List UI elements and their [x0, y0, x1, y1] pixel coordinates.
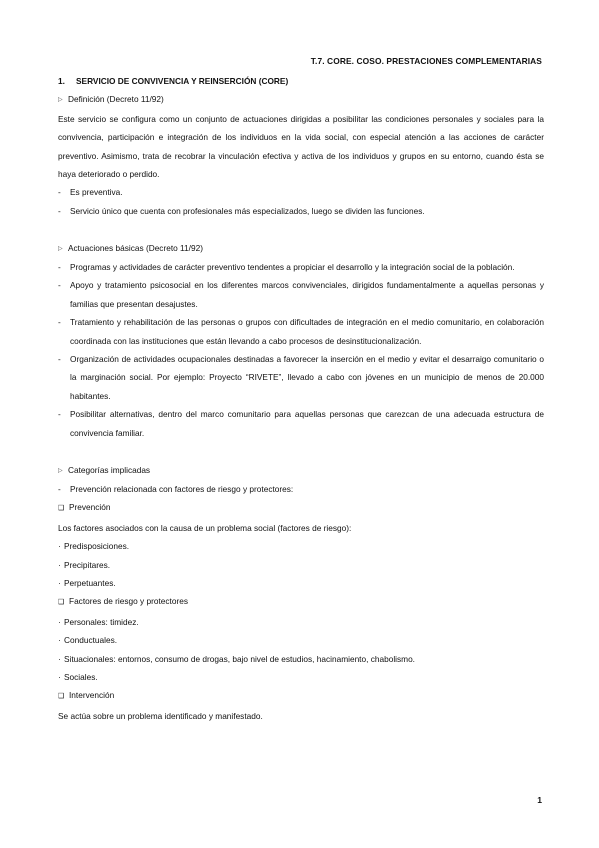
list-item-text: Organización de actividades ocupacionales destinadas a favorecer la inserción en el medio y evitar el desarraigo comunitario o la marginación social. Por ejemplo: Proyecto “RIVETE”, llevado a cabo con jóvenes en un municipio de menos de 20.000 habitantes. [70, 354, 544, 401]
list-item-text: Perpetuantes. [64, 577, 116, 588]
categorias-heading-text: Categorías implicadas [68, 464, 151, 475]
checkbox-bullet-icon: ❑ [58, 693, 65, 701]
list-item-text: Conductuales. [64, 635, 118, 646]
list-item-text: Prevención relacionada con factores de riesgo y protectores: [70, 483, 294, 494]
triangle-bullet-icon: ▷ [58, 97, 63, 104]
intervencion-heading [58, 686, 544, 706]
page-content [58, 72, 544, 725]
definicion-paragraph: Este servicio se configura como un conjunto de actuaciones dirigidas a posibilitar las condiciones personales y sociales para la convivencia, participación e integración de los individuos en la vida social, con especial atención a las acciones de carácter preventivo. Asimismo, trata de recobrar la vinculación efectiva y activa de los individuos y grupos en su entorno, cuando ésta se haya deteriorado o perdido. [58, 113, 544, 180]
page-header: T.7. CORE. COSO. PRESTACIONES COMPLEMENTARIAS [310, 56, 542, 66]
categorias-heading [58, 461, 544, 480]
protectores-heading-text: Factores de riesgo y protectores [69, 596, 188, 607]
definicion-heading-text: Definición (Decreto 11/92) [68, 94, 164, 105]
prevencion-heading [58, 498, 544, 518]
list-item: · Perpetuantes. [58, 577, 116, 588]
list-item: · Situacionales: entornos, consumo de drogas, bajo nivel de estudios, hacinamiento, chabolismo. [58, 653, 415, 664]
list-item: - Programas y actividades de carácter preventivo tendentes a propiciar el desarrollo y la integración social de la población. [58, 258, 544, 276]
intervencion-paragraph: Se actúa sobre un problema identificado y manifestado. [58, 710, 263, 721]
section-heading [58, 72, 544, 90]
list-item-text: Personales: timidez. [64, 616, 139, 627]
list-item: - Es preventiva. [58, 183, 544, 201]
list-item: · Conductuales. [58, 635, 118, 646]
list-item-text: Servicio único que cuenta con profesionales más especializados, luego se dividen las funciones. [70, 205, 425, 216]
list-item: · Personales: timidez. [58, 616, 139, 627]
list-item-text: Programas y actividades de carácter preventivo tendentes a propiciar el desarrollo y la integración social de la población. [70, 262, 515, 273]
list-item: · Sociales. [58, 671, 98, 682]
list-item: - Prevención relacionada con factores de riesgo y protectores: [58, 480, 544, 498]
list-item-text: Apoyo y tratamiento psicosocial en los diferentes marcos convivenciales, dirigidos fundamentalmente a aquellas personas y familias que presentan desajustes. [70, 280, 544, 309]
list-item-text: Es preventiva. [70, 187, 123, 198]
section-title: SERVICIO DE CONVIVENCIA Y REINSERCIÓN (CORE) [76, 76, 289, 86]
list-item: - Tratamiento y rehabilitación de las personas o grupos con dificultades de integración en el medio comunitario, en colaboración coordinada con las instituciones que están llevando a cabo procesos de desinstitucionalización. [58, 313, 544, 350]
checkbox-bullet-icon: ❑ [58, 505, 65, 513]
checkbox-bullet-icon: ❑ [58, 599, 65, 607]
list-item: · Precipitares. [58, 559, 111, 570]
section-number: 1. [58, 76, 65, 86]
list-item-text: Posibilitar alternativas, dentro del marco comunitario para aquellas personas que carezcan de una adecuada estructura de convivencia familiar. [70, 409, 544, 438]
triangle-bullet-icon: ▷ [58, 467, 63, 474]
list-item: · Predisposiciones. [58, 541, 130, 552]
list-item: - Posibilitar alternativas, dentro del marco comunitario para aquellas personas que carezcan de una adecuada estructura de convivencia familiar. [58, 405, 544, 442]
list-item-text: Tratamiento y rehabilitación de las personas o grupos con dificultades de integración en el medio comunitario, en colaboración coordinada con las instituciones que están llevando a cabo procesos de desinstitucionalización. [70, 317, 544, 346]
protectores-heading [58, 592, 544, 612]
list-item: - Apoyo y tratamiento psicosocial en los diferentes marcos convivenciales, dirigidos fundamentalmente a aquellas personas y familias que presentan desajustes. [58, 276, 544, 313]
list-item-text: Precipitares. [64, 559, 111, 570]
list-item-text: Sociales. [64, 671, 98, 682]
prevencion-text: Prevención [69, 502, 111, 513]
list-item: - Servicio único que cuenta con profesionales más especializados, luego se dividen las funciones. [58, 202, 544, 220]
page-number: 1 [537, 795, 542, 805]
list-item-text: Predisposiciones. [64, 541, 130, 552]
list-item: - Organización de actividades ocupacionales destinadas a favorecer la inserción en el medio y evitar el desarraigo comunitario o la marginación social. Por ejemplo: Proyecto “RIVETE”, llevado a cabo con jóvenes en un municipio de menos de 20.000 habitantes. [58, 350, 544, 405]
intervencion-text: Intervención [69, 690, 115, 701]
actuaciones-heading-text: Actuaciones básicas (Decreto 11/92) [68, 242, 203, 253]
definicion-heading [58, 90, 544, 109]
factores-intro: Los factores asociados con la causa de un problema social (factores de riesgo): [58, 522, 352, 533]
actuaciones-heading [58, 239, 544, 258]
list-item-text: Situacionales: entornos, consumo de drogas, bajo nivel de estudios, hacinamiento, chabolismo. [64, 653, 415, 664]
triangle-bullet-icon: ▷ [58, 245, 63, 252]
